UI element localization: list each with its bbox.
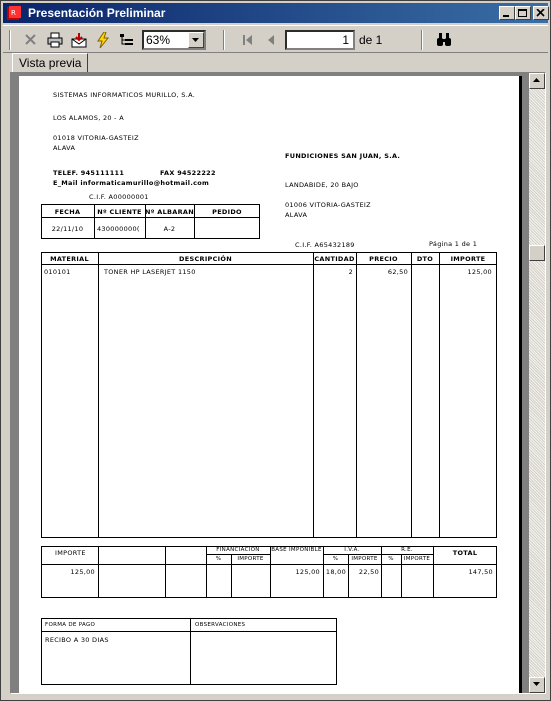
close-preview-button[interactable] — [20, 29, 42, 51]
client-city: 01006 VITORIA-GASTEIZ — [285, 201, 371, 209]
first-page-button[interactable] — [237, 29, 259, 51]
forma-pago-label: FORMA DE PAGO — [45, 622, 96, 628]
re-importe-label: IMPORTE — [403, 556, 431, 562]
totals-iva-label: I.V.A. — [344, 547, 360, 553]
previous-page-icon — [264, 32, 280, 48]
title-bar[interactable] — [3, 3, 548, 23]
totals-subrule — [323, 554, 433, 555]
fin-importe-label: IMPORTE — [237, 556, 264, 562]
close-button[interactable] — [533, 6, 549, 20]
lines-col-precio: PRECIO — [369, 255, 398, 263]
line-precio: 62,50 — [387, 268, 408, 276]
totals-total-value: 147,50 — [468, 568, 493, 576]
header-col-fecha: FECHA — [54, 208, 81, 216]
lines-table — [41, 252, 497, 538]
lines-divider — [98, 252, 99, 538]
lines-divider — [439, 252, 440, 538]
scroll-up-icon — [533, 78, 541, 83]
header-col-albaran: Nº ALBARAN — [145, 208, 195, 216]
lines-table-rule — [41, 264, 497, 265]
scroll-down-icon — [533, 682, 541, 687]
company-name: SISTEMAS INFORMATICOS MURILLO, S.A. — [53, 91, 196, 99]
header-col-cliente: Nº CLIENTE — [97, 208, 142, 216]
lines-divider — [313, 252, 314, 538]
zoom-select[interactable] — [142, 30, 206, 50]
totals-re-label: R.E. — [401, 547, 413, 553]
tab-vista-previa[interactable]: Vista previa — [12, 53, 88, 73]
totals-importe-value: 125,00 — [70, 568, 95, 576]
company-city: 01018 VITORIA-GASTEIZ — [53, 134, 139, 142]
toolbar-separator — [421, 30, 423, 50]
totals-iva-importe-value: 22,50 — [358, 568, 379, 576]
tree-icon — [119, 32, 135, 48]
company-phone: TELEF. 945111111 — [53, 169, 125, 177]
client-address: LANDABIDE, 20 BAJO — [285, 181, 359, 189]
printer-icon — [47, 32, 63, 48]
svg-text:R: R — [11, 9, 16, 17]
preview-area[interactable] — [10, 72, 546, 694]
footer-divider — [190, 618, 191, 685]
print-button[interactable] — [44, 29, 66, 51]
re-pct-label: % — [388, 556, 394, 562]
maximize-button[interactable] — [515, 6, 531, 20]
company-address: LOS ALAMOS, 20 - A — [53, 114, 124, 122]
header-col-pedido: PEDIDO — [212, 208, 242, 216]
lines-divider — [356, 252, 357, 538]
first-page-icon — [240, 32, 256, 48]
totals-importe-label: IMPORTE — [55, 549, 86, 557]
company-province: ALAVA — [53, 144, 76, 152]
line-material: 010101 — [44, 268, 71, 276]
scroll-down-button[interactable] — [529, 677, 545, 693]
header-val-fecha: 22/11/10 — [51, 225, 84, 233]
refresh-button[interactable] — [92, 29, 114, 51]
lines-col-descripcion: DESCRIPCIÓN — [179, 255, 232, 263]
app-icon — [6, 5, 22, 21]
header-val-albaran: A-2 — [163, 225, 176, 233]
header-table-rule — [41, 217, 260, 218]
client-province: ALAVA — [285, 211, 308, 219]
search-button[interactable] — [433, 29, 455, 51]
toolbar-separator — [9, 30, 11, 50]
lines-col-cantidad: CANTIDAD — [314, 255, 355, 263]
binoculars-icon — [436, 32, 452, 48]
totals-financiacion-label: FINANCIACION — [216, 547, 260, 553]
envelope-export-icon — [71, 32, 87, 48]
totals-base-value: 125,00 — [295, 568, 320, 576]
toolbar-separator — [223, 30, 225, 50]
company-email: E_Mail informaticamurillo@hotmail.com — [53, 179, 210, 187]
company-cif: C.I.F. A00000001 — [89, 193, 149, 201]
close-icon — [536, 9, 546, 18]
footer-table — [41, 618, 337, 685]
zoom-value: 63% — [146, 33, 171, 47]
line-descripcion: TONER HP LASERJET 1150 — [104, 268, 196, 276]
totals-divider — [98, 546, 99, 598]
totals-total-label: TOTAL — [452, 549, 478, 557]
lines-divider — [411, 252, 412, 538]
minimize-icon — [502, 9, 512, 17]
totals-base-label: BASE IMPONIBLE — [271, 547, 322, 553]
tree-view-button[interactable] — [116, 29, 138, 51]
client-name: FUNDICIONES SAN JUAN, S.A. — [285, 152, 401, 160]
forma-pago-value: RECIBO A 30 DIAS — [45, 636, 109, 644]
zoom-dropdown-button[interactable] — [188, 32, 204, 48]
totals-subrule — [206, 554, 270, 555]
totals-divider — [165, 546, 166, 598]
lightning-icon — [95, 32, 111, 48]
toolbar — [3, 25, 548, 53]
previous-page-button[interactable] — [261, 29, 283, 51]
report-page — [19, 76, 522, 694]
page-number-input[interactable]: 1 — [285, 30, 355, 50]
window-title: Presentación Preliminar — [28, 6, 166, 20]
iva-pct-label: % — [332, 556, 339, 562]
page-count-label: de 1 — [359, 33, 383, 47]
totals-table-rule — [41, 564, 497, 565]
client-cif: C.I.F. A65432189 — [295, 241, 355, 249]
scroll-up-button[interactable] — [529, 73, 545, 89]
iva-importe-label: IMPORTE — [351, 556, 378, 562]
cross-icon — [23, 32, 39, 48]
lines-col-dto: DTO — [416, 255, 434, 263]
observaciones-label: OBSERVACIONES — [195, 622, 246, 628]
footer-table-rule — [41, 631, 337, 632]
vertical-scrollbar[interactable] — [529, 73, 545, 693]
export-button[interactable] — [68, 29, 90, 51]
scroll-thumb[interactable] — [529, 245, 545, 261]
totals-iva-pct-value: 18,00 — [325, 568, 346, 576]
company-fax: FAX 94522222 — [160, 169, 216, 177]
page-indicator: Página 1 de 1 — [429, 240, 478, 248]
minimize-button[interactable] — [499, 6, 515, 20]
lines-col-material: MATERIAL — [50, 255, 89, 263]
line-importe: 125,00 — [467, 268, 492, 276]
header-val-cliente: 430000000( — [97, 225, 140, 233]
maximize-icon — [518, 9, 528, 18]
chevron-down-icon — [192, 38, 200, 43]
fin-pct-label: % — [215, 556, 222, 562]
line-cantidad: 2 — [348, 268, 353, 276]
lines-col-importe: IMPORTE — [450, 255, 486, 263]
